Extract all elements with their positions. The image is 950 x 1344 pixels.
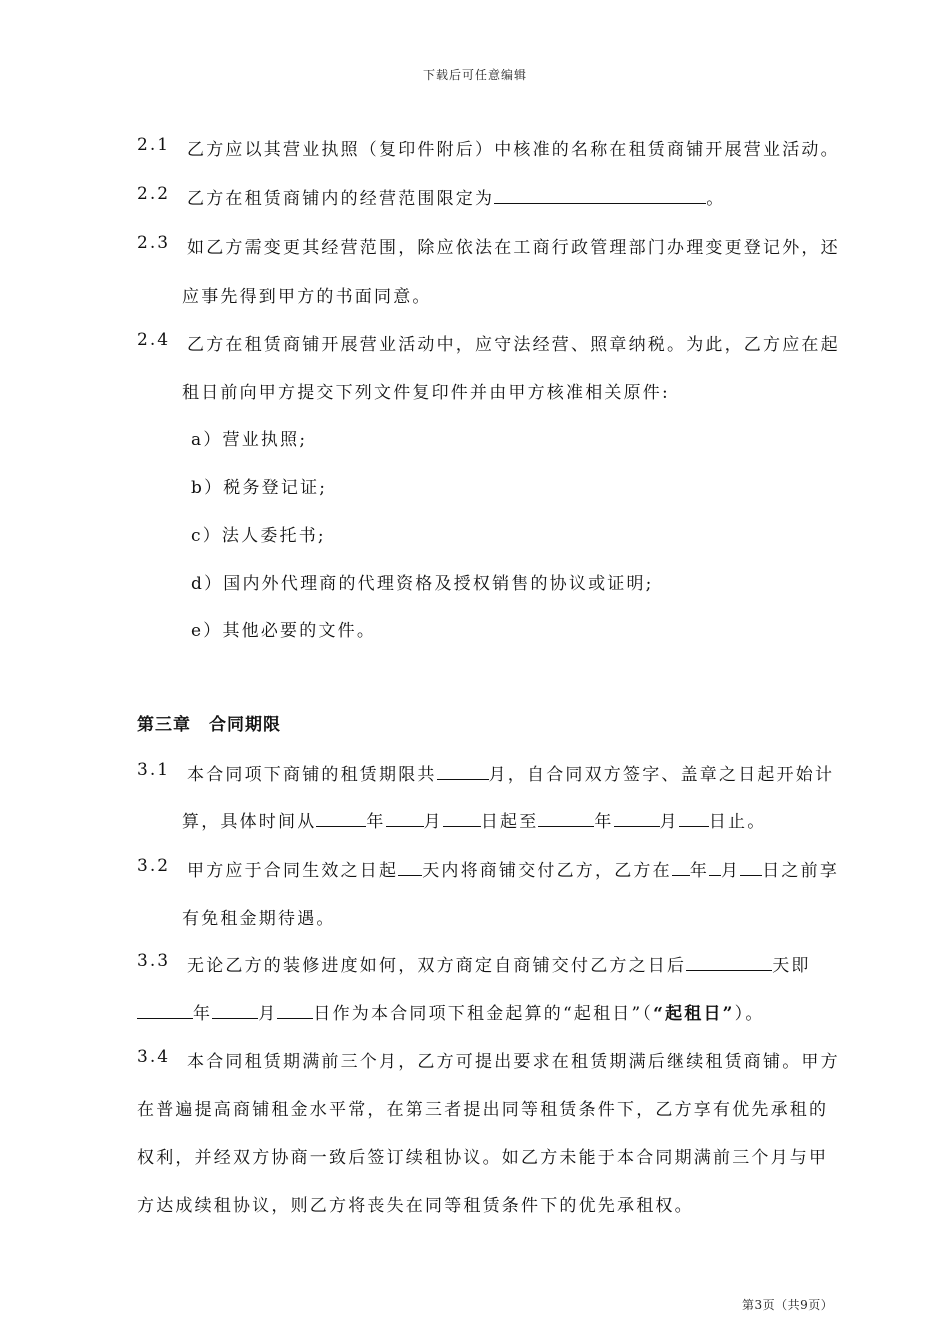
start-day-blank: [443, 810, 481, 827]
rent-start-day-blank: [277, 1002, 313, 1019]
free-rent-year-blank: [672, 859, 690, 876]
year-label: 年: [366, 812, 386, 832]
clause-3-2-line1: [187, 856, 839, 881]
chapter-title: 合同期限: [209, 715, 281, 735]
clause-2-2-end: 。: [706, 189, 726, 209]
rent-start-year-blank: [137, 1002, 193, 1019]
clause-number-3-1: 3.1: [137, 760, 171, 780]
clause-2-3-line2: 应事先得到甲方的书面同意。: [182, 287, 432, 307]
clause-number-2-1: 2.1: [137, 135, 171, 155]
clause-2-2-line: [187, 184, 725, 209]
clause-3-4-line4: 方达成续租协议，则乙方将丧失在同等租赁条件下的优先承租权。: [137, 1196, 694, 1216]
clause-number-2-2: 2.2: [137, 184, 171, 204]
year-label: 年: [689, 861, 710, 881]
delivery-days-blank: [398, 859, 422, 876]
chapter-label: 第三章: [137, 715, 191, 735]
free-rent-month-blank: [709, 859, 721, 876]
end-year-blank: [538, 810, 594, 827]
chapter-heading: [137, 710, 281, 735]
clause-3-1-text: 月，自合同双方签字、盖章之日起开始计: [488, 765, 835, 785]
month-label: 月: [423, 812, 443, 832]
clause-3-1-line2: [182, 807, 766, 832]
clause-number-3-2: 3.2: [137, 856, 171, 876]
clause-3-3-line2: [137, 999, 765, 1024]
clause-2-4-line2: 租日前向甲方提交下列文件复印件并由甲方核准相关原件:: [182, 383, 670, 403]
month-label: 月: [258, 1004, 278, 1024]
start-year-blank: [316, 810, 366, 827]
clause-3-2-text: 天内将商铺交付乙方，乙方在: [422, 861, 672, 881]
clause-2-2-text: 乙方在租赁商铺内的经营范围限定为: [187, 189, 495, 209]
clause-3-2-line2: 有免租金期待遇。: [182, 909, 336, 929]
year-label: 年: [594, 812, 614, 832]
clause-3-1-text: 日起至: [480, 812, 539, 832]
document-list-item: a）营业执照;: [191, 430, 308, 450]
clause-3-4-line3: 权利，并经双方协商一致后签订续租协议。如乙方未能于本合同期满前三个月与甲: [137, 1148, 829, 1168]
clause-3-3-text: 天即: [772, 956, 811, 976]
free-rent-day-blank: [740, 859, 762, 876]
clause-3-3-text: ）。: [734, 1004, 765, 1024]
end-month-blank: [614, 810, 660, 827]
clause-3-1-line1: [187, 760, 834, 785]
document-list-item: c）法人委托书;: [191, 526, 326, 546]
clause-3-1-text: 算，具体时间从: [182, 812, 317, 832]
clause-3-3-text: 日作为本合同项下租金起算的“起租日”（: [313, 1004, 654, 1024]
document-list-item: e）其他必要的文件。: [191, 621, 377, 641]
document-list-item: d）国内外代理商的代理资格及授权销售的协议或证明;: [191, 574, 654, 594]
clause-2-3-line1: 如乙方需变更其经营范围，除应依法在工商行政管理部门办理变更登记外，还: [187, 238, 840, 258]
business-scope-blank: [494, 187, 706, 204]
clause-3-4-line2: 在普遍提高商铺租金水平常，在第三者提出同等租赁条件下，乙方享有优先承租的: [137, 1100, 829, 1120]
clause-3-3-text: 无论乙方的装修进度如何，双方商定自商铺交付乙方之日后: [187, 956, 687, 976]
term-months-blank: [437, 763, 489, 780]
page-number: 第3页（共9页）: [742, 1298, 834, 1312]
clause-3-2-text: 日之前享: [762, 861, 840, 881]
clause-3-4-line1: 本合同租赁期满前三个月，乙方可提出要求在租赁期满后继续租赁商铺。甲方: [187, 1052, 840, 1072]
end-day-blank: [679, 810, 709, 827]
month-label: 月: [659, 812, 679, 832]
clause-2-4-line1: 乙方在租赁商铺开展营业活动中，应守法经营、照章纳税。为此，乙方应在起: [187, 335, 840, 355]
clause-number-2-4: 2.4: [137, 330, 171, 350]
clause-3-2-text: 甲方应于合同生效之日起: [187, 861, 399, 881]
month-label: 月: [721, 861, 741, 881]
start-month-blank: [386, 810, 424, 827]
clause-2-1-text: 乙方应以其营业执照（复印件附后）中核准的名称在租赁商铺开展营业活动。: [187, 140, 840, 160]
document-list-item: b）税务登记证;: [191, 478, 328, 498]
clause-3-3-line1: [187, 951, 811, 976]
year-label: 年: [193, 1004, 213, 1024]
rent-start-days-blank: [686, 954, 772, 971]
clause-number-3-3: 3.3: [137, 951, 171, 971]
page-header: 下载后可任意编辑: [422, 68, 527, 82]
clause-3-1-text: 日止。: [708, 812, 767, 832]
clause-number-2-3: 2.3: [137, 233, 171, 253]
rent-start-date-term: “起租日”: [653, 1004, 735, 1024]
clause-3-1-text: 本合同项下商铺的租赁期限共: [187, 765, 437, 785]
clause-number-3-4: 3.4: [137, 1047, 171, 1067]
rent-start-month-blank: [212, 1002, 258, 1019]
